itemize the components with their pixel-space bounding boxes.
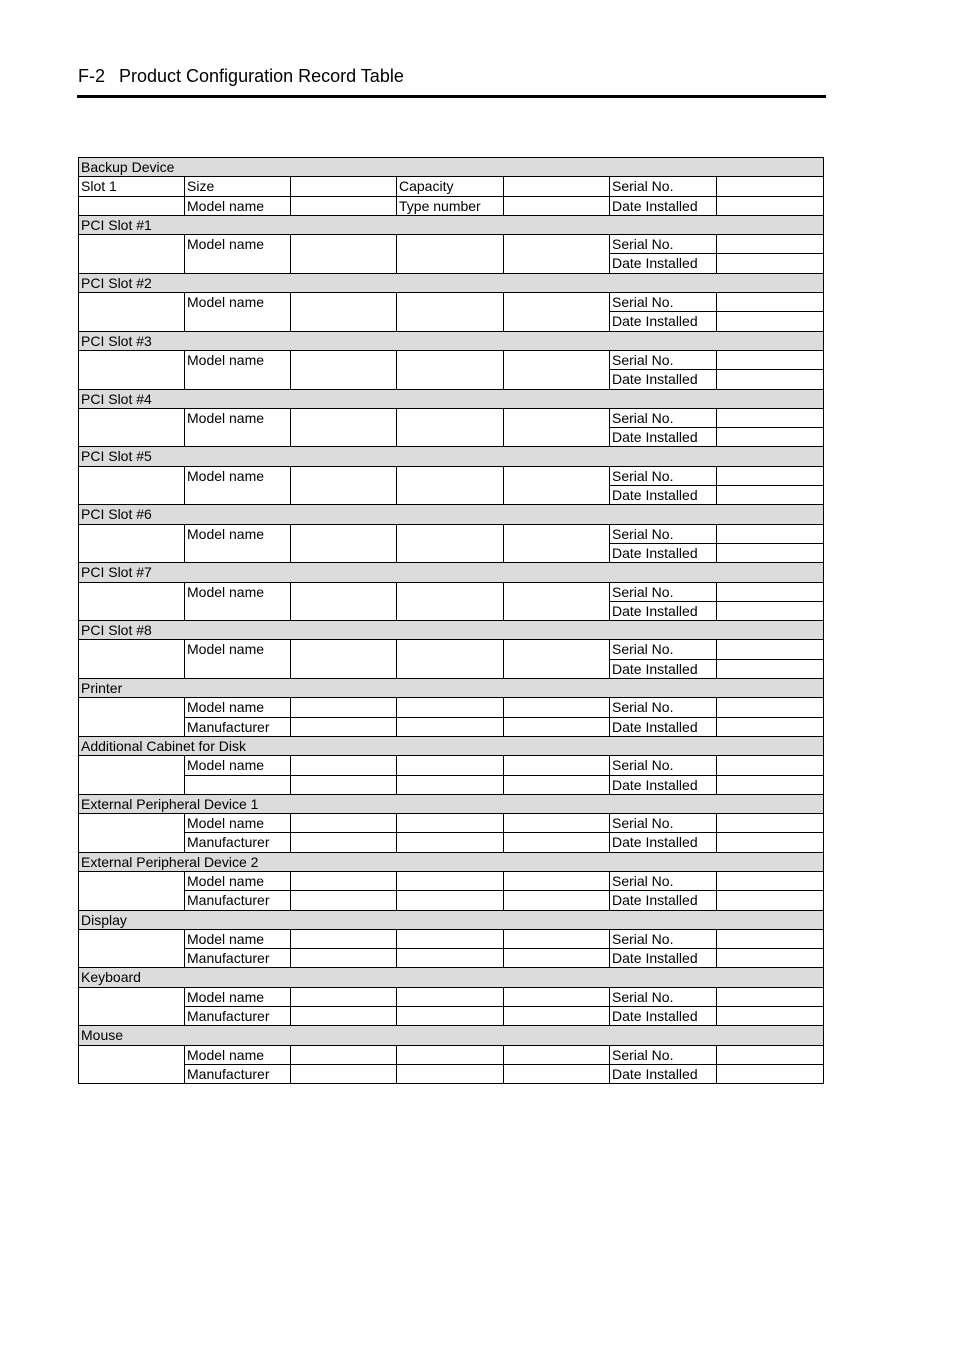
table-row: [79, 1064, 824, 1083]
serial-value-cell[interactable]: [717, 871, 824, 890]
value-cell[interactable]: [291, 1045, 397, 1064]
value-cell[interactable]: [397, 1064, 504, 1083]
field-label: Model name: [185, 235, 291, 274]
serial-value-cell[interactable]: [717, 466, 824, 485]
value-cell[interactable]: [504, 833, 610, 852]
value-cell[interactable]: [504, 775, 610, 794]
date-value-cell[interactable]: [717, 370, 824, 389]
blank-cell: [79, 350, 185, 389]
value-cell[interactable]: [291, 833, 397, 852]
value-cell[interactable]: [397, 929, 504, 948]
value-cell[interactable]: [291, 1064, 397, 1083]
field-label: Manufacturer: [185, 717, 291, 736]
model-value-cell[interactable]: [504, 640, 610, 679]
blank-cell: [79, 466, 185, 505]
field-label: Date Installed: [610, 486, 717, 505]
model-value-cell[interactable]: [504, 466, 610, 505]
table-row: [79, 717, 824, 736]
section-number: F-2: [78, 66, 105, 86]
serial-value-cell[interactable]: [717, 408, 824, 427]
field-label: Date Installed: [610, 196, 717, 215]
field-label: Manufacturer: [185, 833, 291, 852]
field-label: Date Installed: [610, 428, 717, 447]
field-label: Serial No.: [610, 871, 717, 890]
value-cell[interactable]: [504, 717, 610, 736]
table-row: [79, 929, 824, 948]
model-value-cell[interactable]: [504, 408, 610, 447]
value-cell[interactable]: [397, 987, 504, 1006]
configuration-record-table: [78, 157, 824, 1084]
size-value-cell[interactable]: [291, 177, 397, 196]
field-label: Model name: [185, 640, 291, 679]
page-title: [78, 64, 404, 88]
title-text: Product Configuration Record Table: [119, 66, 404, 86]
value-cell[interactable]: [397, 698, 504, 717]
field-label: Date Installed: [610, 543, 717, 562]
field-label: Model name: [185, 582, 291, 621]
serial-value-cell[interactable]: [717, 235, 824, 254]
model-value-cell[interactable]: [504, 293, 610, 332]
serial-value-cell[interactable]: [717, 640, 824, 659]
value-cell[interactable]: [397, 871, 504, 890]
table-row: [79, 350, 824, 369]
field-label: Model name: [185, 408, 291, 447]
model-value-cell[interactable]: [504, 350, 610, 389]
model-value-cell[interactable]: [291, 582, 397, 621]
section-header-pci-slot-2: [79, 273, 824, 292]
field-label: Date Installed: [610, 775, 717, 794]
serial-value-cell[interactable]: [717, 350, 824, 369]
serial-value-cell[interactable]: [717, 929, 824, 948]
value-cell[interactable]: [291, 949, 397, 968]
date-value-cell[interactable]: [717, 428, 824, 447]
blank-cell: [79, 871, 185, 910]
date-value-cell[interactable]: [717, 717, 824, 736]
value-cell[interactable]: [504, 1007, 610, 1026]
value-cell[interactable]: [291, 717, 397, 736]
table-row: [79, 756, 824, 775]
field-label: Serial No.: [610, 756, 717, 775]
section-header-additional-cabinet-for-disk: [79, 736, 824, 755]
field-label: Serial No.: [610, 350, 717, 369]
date-value-cell[interactable]: [717, 254, 824, 273]
field-label: Model name: [185, 698, 291, 717]
field-label: Serial No.: [610, 582, 717, 601]
date-value-cell[interactable]: [717, 1064, 824, 1083]
model-value-cell[interactable]: [291, 640, 397, 679]
table-row: [79, 640, 824, 659]
field-label: Model name: [185, 814, 291, 833]
field-label: Serial No.: [610, 293, 717, 312]
serial-value-cell[interactable]: [717, 1045, 824, 1064]
section-header-pci-slot-3: [79, 331, 824, 350]
value-cell[interactable]: [291, 871, 397, 890]
field-label: Date Installed: [610, 659, 717, 678]
section-header-mouse: [79, 1026, 824, 1045]
section-title: PCI Slot #4: [79, 389, 824, 408]
table-row: [79, 814, 824, 833]
model-value-cell[interactable]: [291, 466, 397, 505]
field-label: Model name: [185, 756, 291, 775]
field-label: Manufacturer: [185, 891, 291, 910]
model-value-cell[interactable]: [291, 196, 397, 215]
section-header-backup-device: [79, 158, 824, 177]
value-cell[interactable]: [397, 1045, 504, 1064]
blank-cell: [79, 524, 185, 563]
serial-value-cell[interactable]: [717, 756, 824, 775]
model-value-cell[interactable]: [291, 293, 397, 332]
date-value-cell[interactable]: [717, 601, 824, 620]
value-cell[interactable]: [397, 775, 504, 794]
value-cell[interactable]: [504, 987, 610, 1006]
serial-value-cell[interactable]: [717, 987, 824, 1006]
model-value-cell[interactable]: [397, 466, 504, 505]
model-value-cell[interactable]: [397, 582, 504, 621]
section-title: PCI Slot #2: [79, 273, 824, 292]
value-cell[interactable]: [291, 814, 397, 833]
section-header-pci-slot-4: [79, 389, 824, 408]
value-cell[interactable]: [504, 814, 610, 833]
slot-label: Slot 1: [79, 177, 185, 196]
table-row: [79, 235, 824, 254]
field-label: Serial No.: [610, 177, 717, 196]
field-label: Date Installed: [610, 254, 717, 273]
blank-cell: [79, 235, 185, 274]
serial-value-cell[interactable]: [717, 293, 824, 312]
value-cell[interactable]: [291, 775, 397, 794]
serial-value-cell[interactable]: [717, 177, 824, 196]
date-value-cell[interactable]: [717, 486, 824, 505]
field-label: Date Installed: [610, 312, 717, 331]
date-value-cell[interactable]: [717, 312, 824, 331]
table-row: [79, 524, 824, 543]
table-row: [79, 293, 824, 312]
blank-cell: [79, 814, 185, 853]
section-title: Mouse: [79, 1026, 824, 1045]
value-cell[interactable]: [397, 814, 504, 833]
field-label: Date Installed: [610, 1007, 717, 1026]
field-label: Model name: [185, 466, 291, 505]
model-value-cell[interactable]: [397, 524, 504, 563]
blank-cell: [79, 640, 185, 679]
section-title: PCI Slot #1: [79, 215, 824, 234]
section-title: PCI Slot #7: [79, 563, 824, 582]
value-cell[interactable]: [397, 891, 504, 910]
value-cell[interactable]: [504, 891, 610, 910]
field-label: Model name: [185, 987, 291, 1006]
date-value-cell[interactable]: [717, 659, 824, 678]
model-value-cell[interactable]: [291, 524, 397, 563]
table-row: [79, 196, 824, 215]
model-value-cell[interactable]: [291, 408, 397, 447]
section-header-display: [79, 910, 824, 929]
value-cell[interactable]: [504, 698, 610, 717]
date-value-cell[interactable]: [717, 1007, 824, 1026]
value-cell[interactable]: [504, 949, 610, 968]
value-cell[interactable]: [397, 756, 504, 775]
section-title: Additional Cabinet for Disk: [79, 736, 824, 755]
section-title: Backup Device: [79, 158, 824, 177]
blank-cell: [79, 196, 185, 215]
blank-cell: [79, 582, 185, 621]
table-row: [79, 891, 824, 910]
value-cell[interactable]: [397, 833, 504, 852]
header-rule: [77, 95, 826, 98]
serial-value-cell[interactable]: [717, 698, 824, 717]
model-value-cell[interactable]: [504, 235, 610, 274]
date-value-cell[interactable]: [717, 833, 824, 852]
field-label: Date Installed: [610, 1064, 717, 1083]
field-label: Model name: [185, 929, 291, 948]
blank-cell: [79, 293, 185, 332]
section-title: PCI Slot #8: [79, 621, 824, 640]
field-label: [185, 775, 291, 794]
model-value-cell[interactable]: [397, 235, 504, 274]
model-value-cell[interactable]: [291, 235, 397, 274]
value-cell[interactable]: [504, 929, 610, 948]
date-value-cell[interactable]: [717, 196, 824, 215]
section-title: Keyboard: [79, 968, 824, 987]
serial-value-cell[interactable]: [717, 814, 824, 833]
field-label: Model name: [185, 524, 291, 563]
value-cell[interactable]: [504, 756, 610, 775]
table-row: [79, 408, 824, 427]
section-title: PCI Slot #3: [79, 331, 824, 350]
table-row: [79, 466, 824, 485]
section-title: PCI Slot #5: [79, 447, 824, 466]
table-row: [79, 775, 824, 794]
model-value-cell[interactable]: [504, 582, 610, 621]
section-title: Printer: [79, 679, 824, 698]
field-label: Serial No.: [610, 235, 717, 254]
date-value-cell[interactable]: [717, 891, 824, 910]
field-label: Type number: [397, 196, 504, 215]
capacity-value-cell[interactable]: [504, 177, 610, 196]
value-cell[interactable]: [397, 1007, 504, 1026]
section-header-pci-slot-6: [79, 505, 824, 524]
date-value-cell[interactable]: [717, 949, 824, 968]
field-label: Serial No.: [610, 929, 717, 948]
table-row: [79, 1007, 824, 1026]
date-value-cell[interactable]: [717, 775, 824, 794]
model-value-cell[interactable]: [397, 640, 504, 679]
type-value-cell[interactable]: [504, 196, 610, 215]
blank-cell: [79, 756, 185, 795]
blank-cell: [79, 987, 185, 1026]
value-cell[interactable]: [291, 929, 397, 948]
table-row: [79, 698, 824, 717]
table-row: [79, 1045, 824, 1064]
blank-cell: [79, 698, 185, 737]
section-header-pci-slot-8: [79, 621, 824, 640]
section-title: External Peripheral Device 2: [79, 852, 824, 871]
field-label: Model name: [185, 293, 291, 332]
blank-cell: [79, 408, 185, 447]
field-label: Date Installed: [610, 891, 717, 910]
section-header-pci-slot-1: [79, 215, 824, 234]
field-label: Serial No.: [610, 814, 717, 833]
value-cell[interactable]: [504, 1045, 610, 1064]
table-row: [79, 987, 824, 1006]
value-cell[interactable]: [291, 698, 397, 717]
section-header-pci-slot-5: [79, 447, 824, 466]
value-cell[interactable]: [397, 949, 504, 968]
serial-value-cell[interactable]: [717, 582, 824, 601]
blank-cell: [79, 929, 185, 968]
field-label: Capacity: [397, 177, 504, 196]
table-row: [79, 949, 824, 968]
field-label: Serial No.: [610, 698, 717, 717]
serial-value-cell[interactable]: [717, 524, 824, 543]
section-title: PCI Slot #6: [79, 505, 824, 524]
section-title: Display: [79, 910, 824, 929]
field-label: Date Installed: [610, 717, 717, 736]
section-header-external-peripheral-device-1: [79, 794, 824, 813]
table-row: [79, 582, 824, 601]
field-label: Date Installed: [610, 370, 717, 389]
value-cell[interactable]: [291, 891, 397, 910]
field-label: Serial No.: [610, 1045, 717, 1064]
field-label: Size: [185, 177, 291, 196]
field-label: Serial No.: [610, 408, 717, 427]
field-label: Model name: [185, 1045, 291, 1064]
model-value-cell[interactable]: [291, 350, 397, 389]
field-label: Serial No.: [610, 987, 717, 1006]
table-row: [79, 871, 824, 890]
value-cell[interactable]: [291, 1007, 397, 1026]
section-header-printer: [79, 679, 824, 698]
value-cell[interactable]: [504, 1064, 610, 1083]
section-header-keyboard: [79, 968, 824, 987]
field-label: Model name: [185, 196, 291, 215]
value-cell[interactable]: [291, 987, 397, 1006]
field-label: Manufacturer: [185, 1064, 291, 1083]
model-value-cell[interactable]: [504, 524, 610, 563]
field-label: Model name: [185, 350, 291, 389]
value-cell[interactable]: [504, 871, 610, 890]
value-cell[interactable]: [291, 756, 397, 775]
model-value-cell[interactable]: [397, 350, 504, 389]
value-cell[interactable]: [397, 717, 504, 736]
table-row: [79, 177, 824, 196]
field-label: Date Installed: [610, 833, 717, 852]
field-label: Date Installed: [610, 601, 717, 620]
section-header-external-peripheral-device-2: [79, 852, 824, 871]
field-label: Model name: [185, 871, 291, 890]
section-title: External Peripheral Device 1: [79, 794, 824, 813]
table-row: [79, 833, 824, 852]
field-label: Manufacturer: [185, 1007, 291, 1026]
section-header-pci-slot-7: [79, 563, 824, 582]
blank-cell: [79, 1045, 185, 1084]
model-value-cell[interactable]: [397, 293, 504, 332]
field-label: Manufacturer: [185, 949, 291, 968]
date-value-cell[interactable]: [717, 543, 824, 562]
model-value-cell[interactable]: [397, 408, 504, 447]
field-label: Serial No.: [610, 466, 717, 485]
field-label: Serial No.: [610, 640, 717, 659]
field-label: Date Installed: [610, 949, 717, 968]
field-label: Serial No.: [610, 524, 717, 543]
